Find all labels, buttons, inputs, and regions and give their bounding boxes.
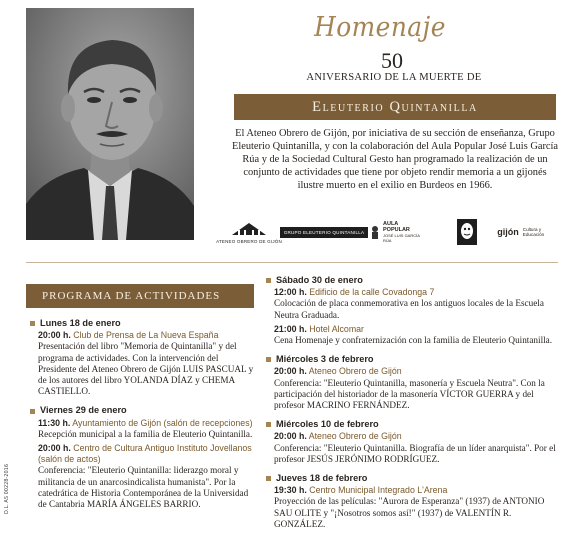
program-event-time-place: [38, 443, 256, 465]
program-event-place: Ateneo Obrero de Gijón: [308, 431, 402, 442]
grupo-logo: [283, 217, 365, 247]
program-event-place: Ateneo Obrero de Gijón: [308, 366, 402, 377]
program-event-time: 20:00 h.: [274, 366, 307, 377]
program-event-time-place: [38, 330, 256, 341]
program-event: [30, 418, 256, 440]
gesto-logo: [456, 217, 478, 247]
legal-deposit: D.L. AS 00228-2016: [4, 463, 10, 514]
program-event-time: 20:00 h.: [274, 431, 307, 442]
program-event-time: 20:00 h.: [38, 330, 71, 341]
program-day-heading: [30, 318, 256, 329]
program-day-label: Miércoles 10 de febrero: [276, 419, 379, 430]
day-spacer: [30, 513, 256, 518]
program-left-column: [30, 318, 256, 518]
program-event: [266, 324, 562, 346]
day-bullet-icon: [266, 422, 271, 427]
program-event-description: Conferencia: "Eleuterio Quintanilla: liderazgo moral y militancia de un anarcosindicalista humanista". Por la catedrática de Historia Contemporánea de la Universidad de Cantabria MARÍA ÁNGELES BARRIO.: [38, 465, 249, 510]
day-bullet-icon: [30, 409, 35, 414]
program-event-time-place: [274, 485, 562, 496]
program-event: [266, 366, 562, 411]
program-day-label: Sábado 30 de enero: [276, 275, 363, 285]
homenaje-title: Homenaje: [314, 12, 446, 43]
program-event-place: Centro Municipal Integrado L'Arena: [309, 485, 448, 496]
program-event-description: Conferencia: "Eleuterio Quintanilla, masonería y Escuela Neutra". Con la participación del historiador de la masonería VÍCTOR GUERRA y del profesor MACRINO FERNÁNDEZ.: [274, 377, 545, 411]
program-event-place: Ayuntamiento de Gijón (salón de recepciones): [72, 417, 253, 428]
program-title-banner: PROGRAMA DE ACTIVIDADES: [26, 284, 254, 308]
program-event-place: Centro de Cultura Antiguo Instituto Jovellanos (salón de actos): [38, 443, 252, 465]
program-event-description: Recepción municipal a la familia de Eleuterio Quintanilla.: [38, 428, 253, 439]
program-day-heading: [266, 473, 562, 484]
section-divider: [26, 262, 558, 263]
program-event-time: 12:00 h.: [274, 287, 307, 298]
program-event: [266, 431, 562, 465]
day-bullet-icon: [266, 278, 271, 283]
program-event-description: Colocación de placa conmemorativa en los antiguos locales de la Escuela Neutra Graduada.: [274, 298, 544, 320]
ateneo-logo-caption: ATENEO OBRERO DE GIJÓN: [216, 238, 282, 244]
program-right-column: [266, 275, 562, 538]
program-event-description: Conferencia: "Eleuterio Quintanilla. Biografía de un líder anarquista". Por el profesor JESÚS JERÓNIMO RODRÍGUEZ.: [274, 442, 556, 464]
program-event-description: Cena Homenaje y confraternización con la familia de Eleuterio Quintanilla.: [274, 335, 553, 346]
program-event: [266, 287, 562, 321]
program-day-label: Miércoles 3 de febrero: [276, 354, 374, 365]
program-event-time-place: [274, 366, 562, 377]
anniversary-text: ANIVERSARIO DE LA MUERTE DE: [306, 72, 482, 83]
gijon-cultura-logo: [492, 217, 556, 247]
program-event-time-place: [274, 324, 562, 335]
program-event-time: 11:30 h.: [38, 417, 71, 428]
aula-logo-subtitle: JOSÉ LUIS GARCÍA RÚA: [383, 233, 420, 243]
program-event-time-place: [274, 431, 562, 442]
day-bullet-icon: [30, 321, 35, 326]
program-day-heading: [266, 275, 562, 286]
ateneo-emblem-icon: [230, 221, 268, 237]
program-event-place: Hotel Alcomar: [309, 323, 364, 334]
program-event-place: Club de Prensa de La Nueva España: [73, 330, 219, 341]
program-event-time: 19:30 h.: [274, 485, 307, 496]
aula-popular-logo: [370, 217, 420, 247]
program-day-label: Jueves 18 de febrero: [276, 473, 368, 484]
intro-paragraph: El Ateneo Obrero de Gijón, por iniciativa de su sección de enseñanza, Grupo Eleuterio Quintanilla, y con la colaboración del Aula Popular José Luis García Rúa y de la Sociedad Cultural Gesto han programado la realización de un conjunto de actividades que tiene por objeto rendir memoria a un gijonés ilustre muerto en el exilio en Burdeos en 1966.: [231, 128, 559, 191]
ateneo-logo: [216, 217, 282, 247]
day-bullet-icon: [266, 476, 271, 481]
gesto-face-icon: [457, 219, 477, 245]
program-day-heading: [30, 405, 256, 416]
program-event-time-place: [38, 418, 256, 429]
honoree-name-banner: Eleuterio Quintanilla: [234, 94, 556, 120]
program-event-description: Proyección de las películas: "Aurora de Esperanza" (1937) de ANTONIO SAU OLITE y "¡Nosotros somos así!" (1937) de VALENTÍN R. GONZÁLEZ.: [274, 496, 545, 529]
program-event-time: 21:00 h.: [274, 323, 307, 334]
program-event-description: Presentación del libro "Memoria de Quintanilla" y del programa de actividades. Con la intervención del Presidente del Ateneo Obrero de Gijón LUIS PASCUAL y de los autores del libro YOLANDA DÍAZ y CHEMA CASTIELLO.: [38, 341, 254, 397]
gijon-logo-word: gijón: [497, 227, 519, 237]
program-event: [30, 330, 256, 397]
aula-emblem-icon: [370, 225, 380, 239]
day-spacer: [266, 533, 562, 538]
portrait-photo: [26, 8, 194, 240]
program-day-heading: [266, 419, 562, 430]
program-event-time: 20:00 h.: [38, 443, 71, 454]
program-day-label: Viernes 29 de enero: [40, 405, 127, 416]
program-day-heading: [266, 354, 562, 365]
anniversary-number: 50: [381, 48, 403, 73]
day-bullet-icon: [266, 357, 271, 362]
aula-logo-title: AULA POPULAR: [383, 221, 410, 233]
grupo-logo-text: GRUPO ELEUTERIO QUINTANILLA: [280, 227, 369, 238]
program-event-place: Edificio de la calle Covadonga 7: [309, 287, 435, 298]
program-event-time-place: [274, 287, 562, 298]
program-day-label: Lunes 18 de enero: [40, 318, 121, 328]
gijon-logo-subtitle: Cultura y Educación: [522, 227, 545, 237]
program-event: [30, 443, 256, 510]
program-event: [266, 485, 562, 530]
